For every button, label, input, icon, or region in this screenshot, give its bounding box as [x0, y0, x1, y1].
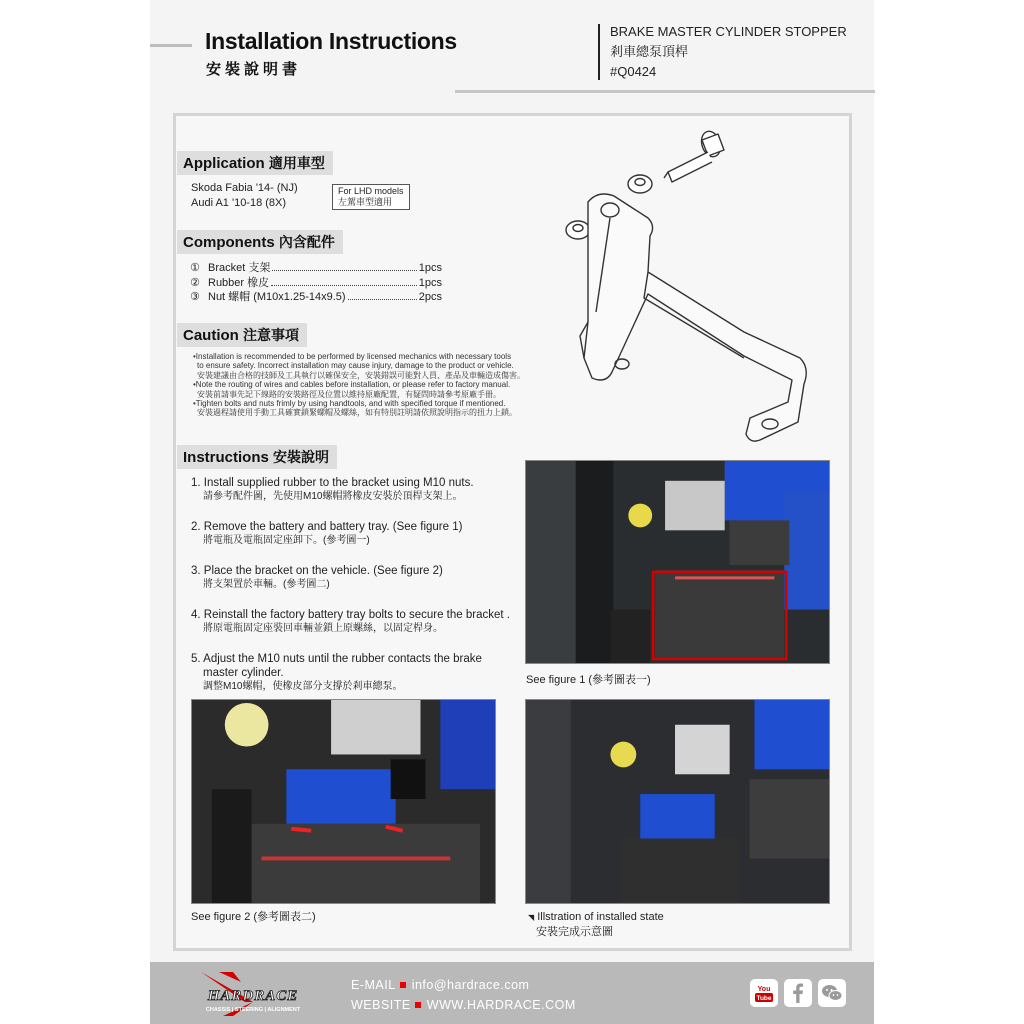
- step-text: 5. Adjust the M10 nuts until the rubber contacts the brake: [191, 653, 482, 665]
- logo-wordmark: HARDRACE: [207, 988, 299, 1004]
- figure-2-caption: See figure 2 (參考圖表二): [191, 911, 316, 923]
- caution-line: •Installation is recommended to be performed by licensed mechanics with necessary tools: [193, 352, 512, 361]
- instruction-step: [191, 608, 521, 636]
- section-title-text-zh: 內含配件: [278, 235, 335, 251]
- step-text-zh: 將支架置於車輛。(參考圖二): [203, 579, 330, 590]
- caution-line: •Tighten bolts and nuts frimly by using handtools, and with specified torque if mentioned.: [193, 399, 506, 409]
- figure-3-caption-text: Illstration of installed state: [537, 911, 664, 923]
- bracket-drawing: [548, 122, 818, 462]
- product-name: BRAKE MASTER CYLINDER STOPPER: [610, 24, 847, 39]
- instruction-step: [191, 520, 521, 548]
- step-text: 4. Reinstall the factory battery tray bolts to secure the bracket .: [191, 609, 510, 621]
- footer-contact: [351, 975, 576, 1015]
- leader-dots: [271, 285, 417, 286]
- figure-3-caption-text-zh: 安裝完成示意圖: [536, 926, 613, 938]
- step-text: 2. Remove the battery and battery tray. (See figure 1): [191, 521, 463, 533]
- section-title-text: Caution: [183, 327, 239, 344]
- component-number: ②: [190, 277, 200, 289]
- section-title-application: [177, 151, 333, 175]
- figure-3-photo: [525, 699, 830, 904]
- component-qty: 1pcs: [418, 277, 442, 289]
- website-label: WEBSITE: [351, 998, 411, 1012]
- figure-3-caption: [528, 910, 664, 939]
- caution-line: 安裝前請事先記下線路的安裝路徑及位置以維持原廠配置，有疑問時請參考原廠手冊。: [197, 389, 501, 399]
- part-number: #Q0424: [610, 64, 657, 79]
- application-models: [191, 181, 298, 211]
- component-number: ③: [190, 291, 200, 303]
- component-item: [190, 288, 442, 304]
- step-text: 3. Place the bracket on the vehicle. (See figure 2): [191, 565, 443, 577]
- step-text-continued: master cylinder.: [203, 667, 284, 679]
- section-title-text: Instructions: [183, 449, 269, 466]
- document-title: Installation Instructions: [205, 28, 457, 54]
- component-name: Bracket 支架: [208, 262, 271, 274]
- logo-tagline: CHASSIS | STEERING | ALIGNMENT: [205, 1007, 301, 1013]
- leader-dots: [348, 299, 417, 300]
- product-info: [610, 22, 847, 82]
- instruction-step: [191, 476, 521, 504]
- footer-email-row: [351, 975, 576, 995]
- email-label: E-MAIL: [351, 978, 396, 992]
- caution-line: 安裝建議由合格的技師及工具執行以確保安全，安裝錯誤可能對人員、產品及車輛造成傷害。: [197, 370, 525, 380]
- figure-2-photo: [191, 699, 496, 904]
- wechat-icon[interactable]: [818, 979, 846, 1007]
- leader-dots: [272, 270, 416, 271]
- product-name-zh: 剎車總泵頂桿: [610, 44, 689, 59]
- step-text-zh: 調整M10螺帽，使橡皮部分支撐於剎車總泵。: [203, 681, 403, 692]
- caution-text: [193, 352, 558, 418]
- section-title-text: Application: [183, 155, 265, 172]
- component-qty: 2pcs: [418, 291, 442, 303]
- step-text-zh: 請參考配件圖，先使用M10螺帽將橡皮安裝於頂桿支架上。: [203, 491, 463, 502]
- figure-1-photo: [525, 460, 830, 664]
- section-title-text-zh: 適用車型: [268, 156, 325, 172]
- footer-website-row: [351, 995, 576, 1015]
- section-title-text-zh: 注意事項: [243, 328, 299, 344]
- step-text: 1. Install supplied rubber to the bracket using M10 nuts.: [191, 477, 474, 489]
- svg-text:Tube: Tube: [756, 995, 772, 1002]
- red-square-icon: [400, 982, 406, 988]
- lhd-note: [332, 184, 410, 210]
- lhd-note-text: For LHD models: [338, 186, 404, 196]
- component-qty: 1pcs: [418, 262, 442, 274]
- email-link[interactable]: info@hardrace.com: [411, 978, 530, 992]
- component-name: Nut 螺帽 (M10x1.25-14x9.5): [208, 291, 346, 303]
- section-title-text: Components: [183, 234, 275, 251]
- caution-line: to ensure safety. Incorrect installation may cause injury, damage to the product or vehicle.: [197, 361, 514, 371]
- youtube-icon[interactable]: [750, 979, 778, 1007]
- step-text-zh: 將原電瓶固定座裝回車輛並鎖上原螺絲，以固定桿身。: [203, 623, 443, 634]
- figure-1-caption: See figure 1 (參考圖表一): [526, 674, 651, 686]
- website-link[interactable]: WWW.HARDRACE.COM: [426, 998, 576, 1012]
- section-title-text-zh: 安裝說明: [273, 450, 330, 466]
- section-title-caution: [177, 323, 307, 347]
- lhd-note-text-zh: 左駕車型適用: [338, 197, 393, 207]
- instruction-step: [191, 652, 521, 694]
- svg-text:You: You: [757, 986, 771, 993]
- section-title-instructions: [177, 445, 337, 469]
- model-item: Skoda Fabia '14- (NJ): [191, 182, 298, 194]
- red-square-icon: [415, 1002, 421, 1008]
- facebook-icon[interactable]: [784, 979, 812, 1007]
- header-accent-line: [150, 44, 192, 47]
- caution-line: 安裝過程請使用手動工具確實鎖緊螺帽及螺絲，如有特別註明請依照說明指示的扭力上鎖。: [197, 408, 517, 418]
- component-item: [190, 259, 442, 275]
- caution-line: •Note the routing of wires and cables before installation, or please refer to factory manual.: [193, 380, 511, 390]
- hardrace-logo: [183, 972, 323, 1016]
- document-title-zh: 安裝說明書: [206, 60, 302, 78]
- instruction-step: [191, 564, 521, 592]
- header-divider: [598, 24, 600, 80]
- pointer-icon: ◥: [528, 913, 535, 922]
- model-item: Audi A1 '10-18 (8X): [191, 197, 287, 209]
- component-name: Rubber 橡皮: [208, 277, 270, 289]
- header-underline: [455, 90, 875, 93]
- component-number: ①: [190, 262, 200, 274]
- step-text-zh: 將電瓶及電瓶固定座卸下。(參考圖一): [203, 535, 370, 546]
- section-title-components: [177, 230, 343, 254]
